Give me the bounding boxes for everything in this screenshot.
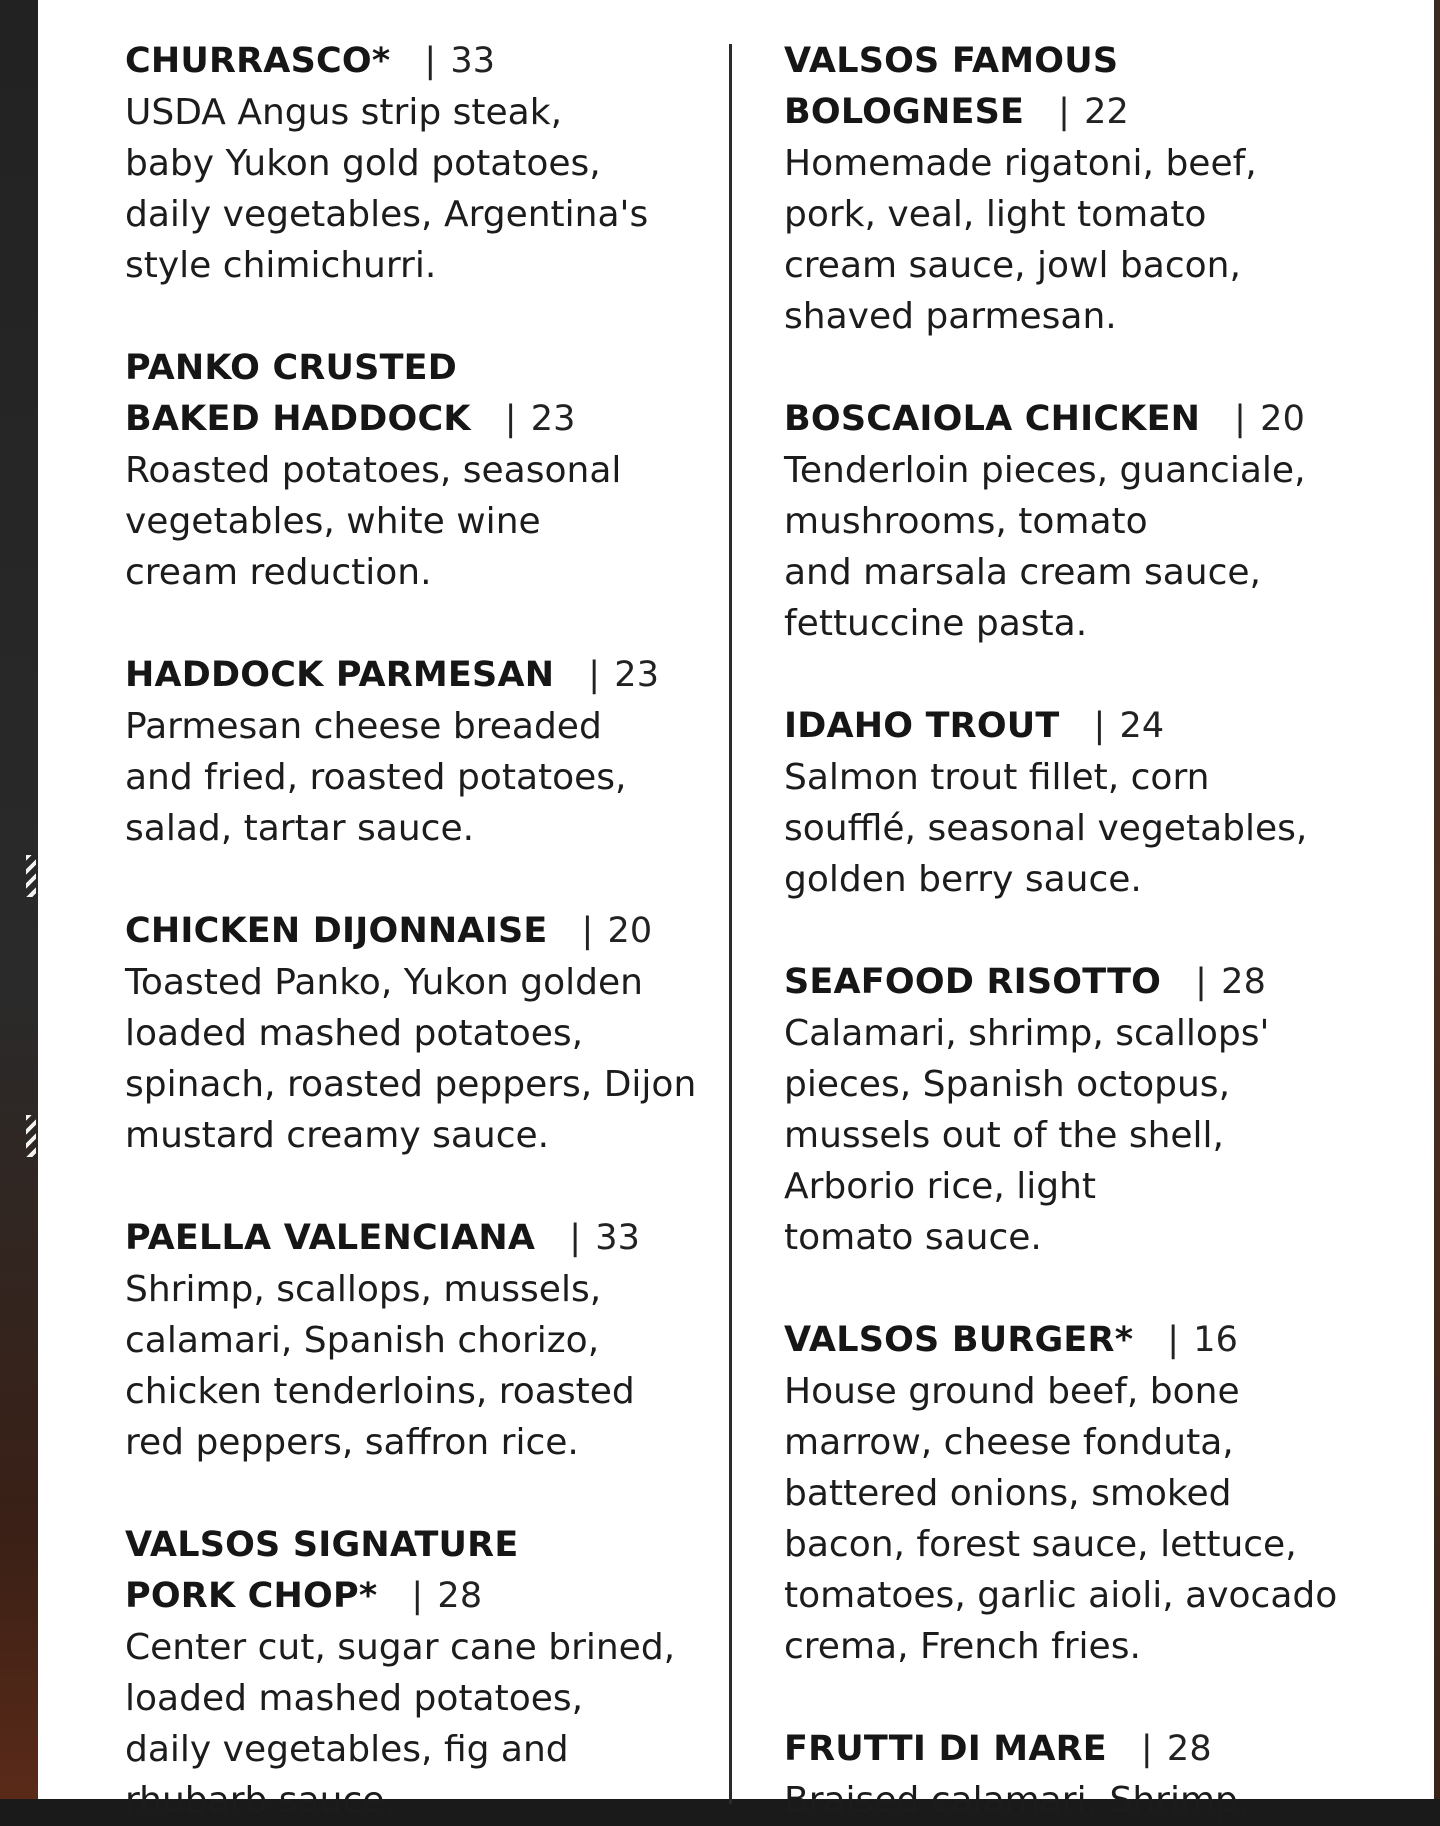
menu-item-price: 24 bbox=[1119, 706, 1165, 746]
price-separator: | bbox=[504, 399, 517, 439]
menu-item-title bbox=[125, 343, 725, 445]
menu-item-price: 23 bbox=[530, 399, 576, 439]
menu-item-name: VALSOS FAMOUS BOLOGNESE bbox=[784, 41, 1119, 132]
menu-item bbox=[125, 36, 725, 291]
menu-item-description: Parmesan cheese breaded and fried, roasted potatoes, salad, tartar sauce. bbox=[125, 706, 627, 849]
menu-item-description: Shrimp, scallops, mussels, calamari, Spanish chorizo, chicken tenderloins, roasted red peppers, saffron rice. bbox=[125, 1269, 635, 1463]
price-separator: | bbox=[581, 911, 594, 951]
menu-item bbox=[784, 36, 1424, 342]
menu-item bbox=[125, 906, 725, 1161]
menu-item-name: HADDOCK PARMESAN bbox=[125, 655, 555, 695]
price-separator: | bbox=[424, 41, 437, 81]
menu-item-price: 20 bbox=[1260, 399, 1306, 439]
menu-column-right bbox=[784, 36, 1424, 1826]
menu-item-name: PANKO CRUSTED BAKED HADDOCK bbox=[125, 348, 471, 439]
menu-item bbox=[784, 1315, 1424, 1672]
menu-item bbox=[125, 1520, 725, 1826]
menu-item bbox=[125, 1213, 725, 1468]
price-separator: | bbox=[1058, 92, 1071, 132]
menu-item-price: 33 bbox=[595, 1218, 641, 1258]
menu-item-title bbox=[784, 394, 1424, 445]
menu-item bbox=[125, 650, 725, 854]
menu-item-price: 16 bbox=[1193, 1320, 1239, 1360]
menu-item-title bbox=[784, 1724, 1424, 1775]
decorative-stripe-mark bbox=[26, 855, 36, 897]
column-divider bbox=[729, 44, 732, 1804]
menu-item-description: USDA Angus strip steak, baby Yukon gold potatoes, daily vegetables, Argentina's style chimichurri. bbox=[125, 92, 649, 286]
menu-item-name: FRUTTI DI MARE bbox=[784, 1729, 1107, 1769]
price-separator: | bbox=[1167, 1320, 1180, 1360]
menu-item-title bbox=[784, 36, 1424, 138]
menu-item bbox=[125, 343, 725, 598]
menu-item-title bbox=[125, 906, 725, 957]
menu-item-price: 28 bbox=[437, 1576, 483, 1616]
menu-item-description: Roasted potatoes, seasonal vegetables, white wine cream reduction. bbox=[125, 450, 622, 593]
price-separator: | bbox=[411, 1576, 424, 1616]
photo-background-right bbox=[1434, 0, 1440, 1799]
menu-item-title bbox=[125, 650, 725, 701]
menu-item-name: PAELLA VALENCIANA bbox=[125, 1218, 536, 1258]
menu-item-description: House ground beef, bone marrow, cheese fonduta, battered onions, smoked bacon, forest sauce, lettuce, tomatoes, garlic aioli, avocado crema, French fries. bbox=[784, 1371, 1338, 1667]
menu-item-price: 23 bbox=[614, 655, 660, 695]
menu-item-description: Toasted Panko, Yukon golden loaded mashed potatoes, spinach, roasted peppers, Dijon mustard creamy sauce. bbox=[125, 962, 697, 1156]
price-separator: | bbox=[1140, 1729, 1153, 1769]
menu-item bbox=[784, 957, 1424, 1263]
menu-item-name: SEAFOOD RISOTTO bbox=[784, 962, 1162, 1002]
price-separator: | bbox=[588, 655, 601, 695]
menu-item-description: Center cut, sugar cane brined, loaded mashed potatoes, daily vegetables, fig and rhubarb sauce. bbox=[125, 1627, 676, 1821]
photo-background-left bbox=[0, 0, 38, 1799]
menu-item-title bbox=[125, 36, 725, 87]
menu-item-description: Braised calamari, Shrimp, bbox=[784, 1780, 1250, 1821]
price-separator: | bbox=[569, 1218, 582, 1258]
price-separator: | bbox=[1234, 399, 1247, 439]
menu-item-title bbox=[784, 957, 1424, 1008]
menu-item-price: 33 bbox=[450, 41, 496, 81]
menu-item-name: CHURRASCO* bbox=[125, 41, 391, 81]
menu-item-description: Tenderloin pieces, guanciale, mushrooms, tomato and marsala cream sauce, fettuccine pasta. bbox=[784, 450, 1306, 644]
menu-item-price: 22 bbox=[1084, 92, 1130, 132]
menu-item-price: 20 bbox=[607, 911, 653, 951]
menu-item-title bbox=[784, 701, 1424, 752]
menu-page bbox=[38, 0, 1434, 1821]
menu-item bbox=[784, 394, 1424, 649]
menu-item-name: CHICKEN DIJONNAISE bbox=[125, 911, 548, 951]
price-separator: | bbox=[1195, 962, 1208, 1002]
menu-column-left bbox=[125, 36, 725, 1826]
price-separator: | bbox=[1093, 706, 1106, 746]
menu-item bbox=[784, 1724, 1424, 1826]
menu-item-name: BOSCAIOLA CHICKEN bbox=[784, 399, 1201, 439]
menu-item-title bbox=[125, 1520, 725, 1622]
menu-item-price: 28 bbox=[1166, 1729, 1212, 1769]
menu-item-title bbox=[125, 1213, 725, 1264]
menu-item-title bbox=[784, 1315, 1424, 1366]
menu-item bbox=[784, 701, 1424, 905]
menu-item-description: Homemade rigatoni, beef, pork, veal, light tomato cream sauce, jowl bacon, shaved parmesan. bbox=[784, 143, 1257, 337]
menu-item-price: 28 bbox=[1221, 962, 1267, 1002]
menu-item-description: Salmon trout fillet, corn soufflé, seasonal vegetables, golden berry sauce. bbox=[784, 757, 1308, 900]
menu-item-name: IDAHO TROUT bbox=[784, 706, 1060, 746]
menu-item-name: VALSOS BURGER* bbox=[784, 1320, 1134, 1360]
menu-item-description: Calamari, shrimp, scallops' pieces, Spanish octopus, mussels out of the shell, Arborio rice, light tomato sauce. bbox=[784, 1013, 1270, 1258]
menu-item-name: VALSOS SIGNATURE PORK CHOP* bbox=[125, 1525, 519, 1616]
decorative-stripe-mark bbox=[26, 1115, 36, 1157]
